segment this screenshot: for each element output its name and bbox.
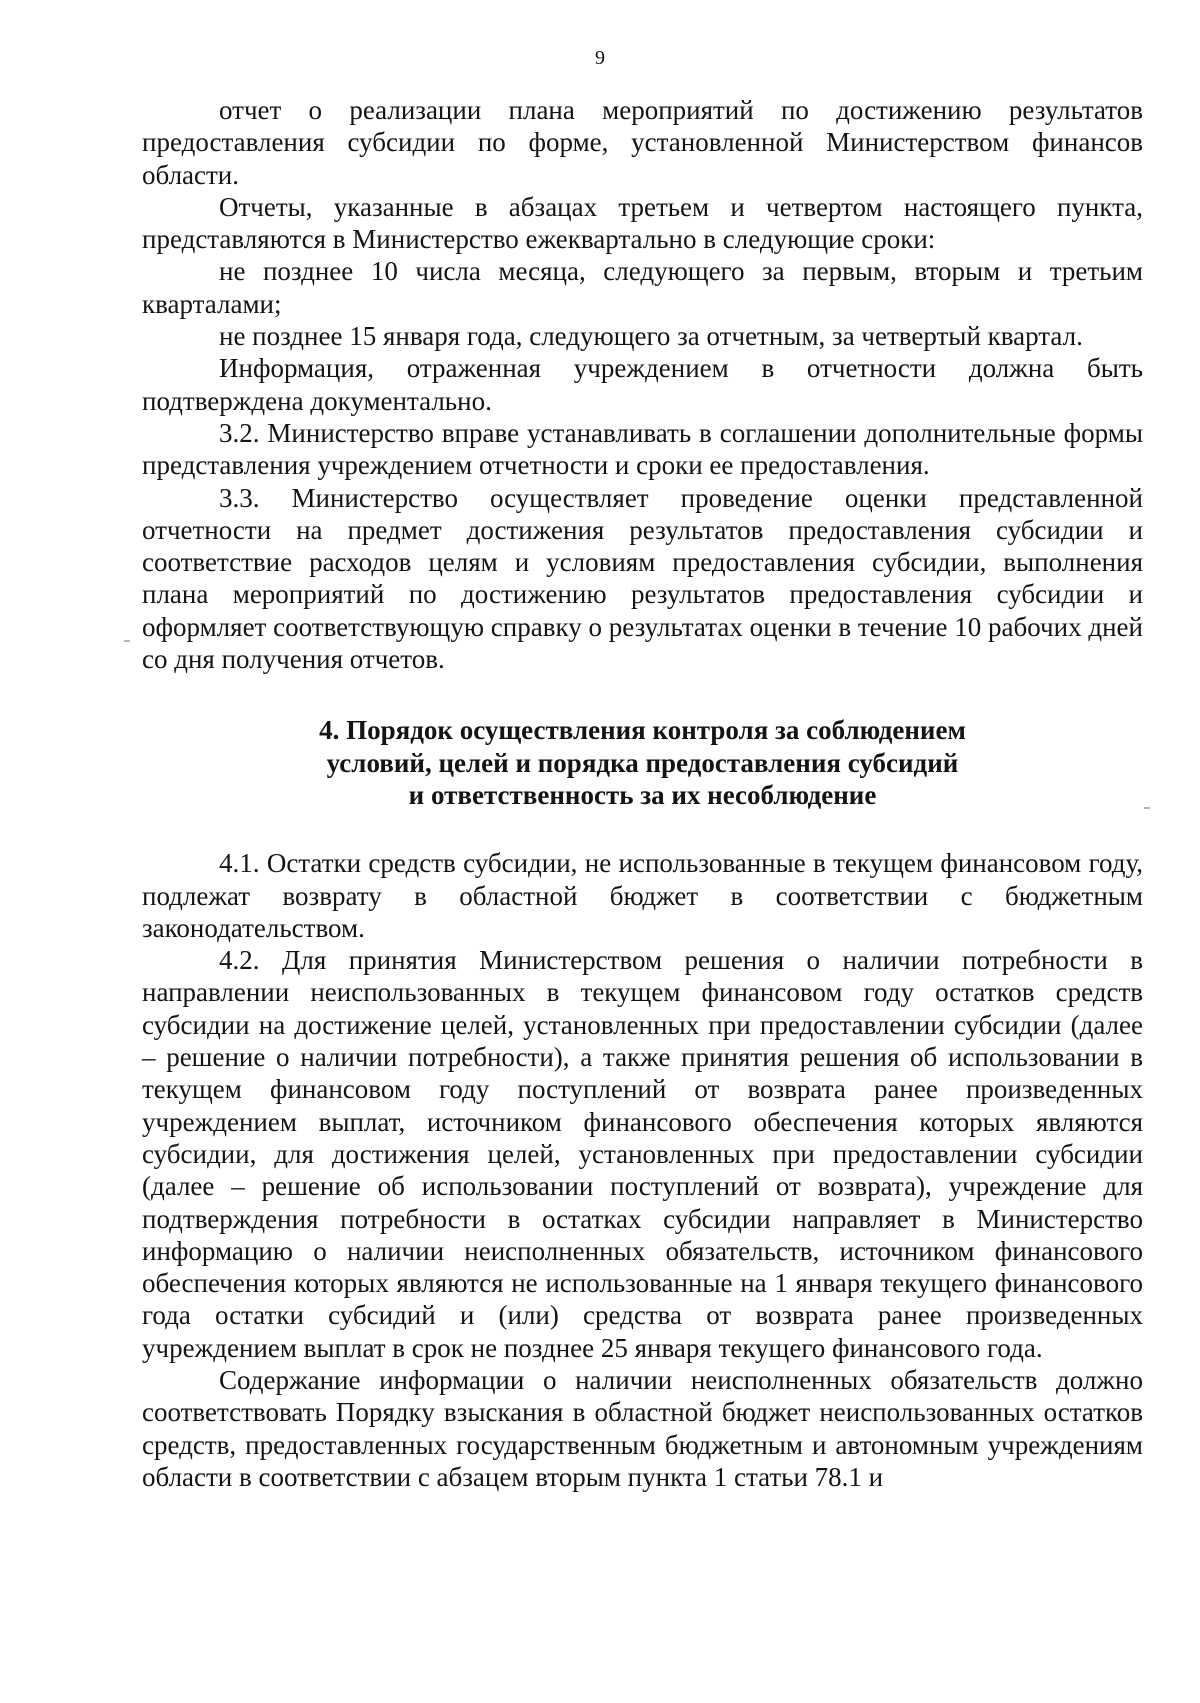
paragraph: 3.2. Министерство вправе устанавливать в соглашении дополнительные формы представления учреждением отчетности и сроки ее предоставления. bbox=[142, 417, 1143, 481]
section-heading-line: условий, целей и порядка предоставления субсидий bbox=[326, 747, 959, 778]
paragraph: 4.1. Остатки средств субсидии, не использованные в текущем финансовом году, подлежат возврату в областной бюджет в соответствии с бюджетным законодательством. bbox=[142, 848, 1143, 943]
paragraph: не позднее 15 января года, следующего за отчетным, за четвертый квартал. bbox=[219, 321, 1083, 352]
paragraph: 4.2. Для принятия Министерством решения о наличии потребности в направлении неиспользованных в текущем финансовом году остатков средств субсидии на достижение целей, установленных при предоставлении субсидии (далее – решение о наличии потребности), а также принятия решения об использовании в текущем финансовом году поступлений от возврата ранее произведенных учреждением выплат, источником финансового обеспечения которых являются субсидии, для достижения целей, установленных при предоставлении субсидии (далее – решение об использовании поступлений от возврата), учреждение для подтверждения потребности в остатках субсидии направляет в Министерство информацию о наличии неисполненных обязательств, источником финансового обеспечения которых являются не использованные на 1 января текущего финансового года остатки субсидий и (или) средства от возврата ранее произведенных учреждением выплат в срок не позднее 25 января текущего финансового года. bbox=[142, 945, 1143, 1363]
paragraph: не позднее 10 числа месяца, следующего за первым, вторым и третьим кварталами; bbox=[142, 256, 1143, 319]
section-heading-line: и ответственность за их несоблюдение bbox=[408, 779, 877, 810]
scan-mark bbox=[124, 640, 130, 642]
page-number: 9 bbox=[595, 47, 605, 69]
document-body bbox=[142, 94, 1143, 1493]
section-heading bbox=[142, 714, 1143, 811]
paragraph: 3.3. Министерство осуществляет проведение оценки представленной отчетности на предмет достижения результатов предоставления субсидии и соответствие расходов целям и условиям предоставления субсидии, выполнения плана мероприятий по достижению результатов предоставления субсидии и оформляет соответствующую справку о результатах оценки в течение 10 рабочих дней со дня получения отчетов. bbox=[142, 482, 1143, 675]
paragraph: Отчеты, указанные в абзацах третьем и четвертом настоящего пункта, представляются в Министерство ежеквартально в следующие сроки: bbox=[142, 191, 1143, 255]
paragraph: Содержание информации о наличии неисполненных обязательств должно соответствовать Порядку взыскания в областной бюджет неиспользованных остатков средств, предоставленных государственным бюджетным и автономным учреждениям области в соответствии с абзацем вторым пункта 1 статьи 78.1 и bbox=[142, 1364, 1143, 1492]
paragraph: отчет о реализации плана мероприятий по достижению результатов предоставления субсидии по форме, установленной Министерством финансов области. bbox=[142, 95, 1143, 190]
scan-mark bbox=[1144, 807, 1150, 809]
paragraph: Информация, отраженная учреждением в отчетности должна быть подтверждена документально. bbox=[142, 353, 1143, 416]
section-heading-line: 4. Порядок осуществления контроля за соблюдением bbox=[319, 715, 966, 746]
